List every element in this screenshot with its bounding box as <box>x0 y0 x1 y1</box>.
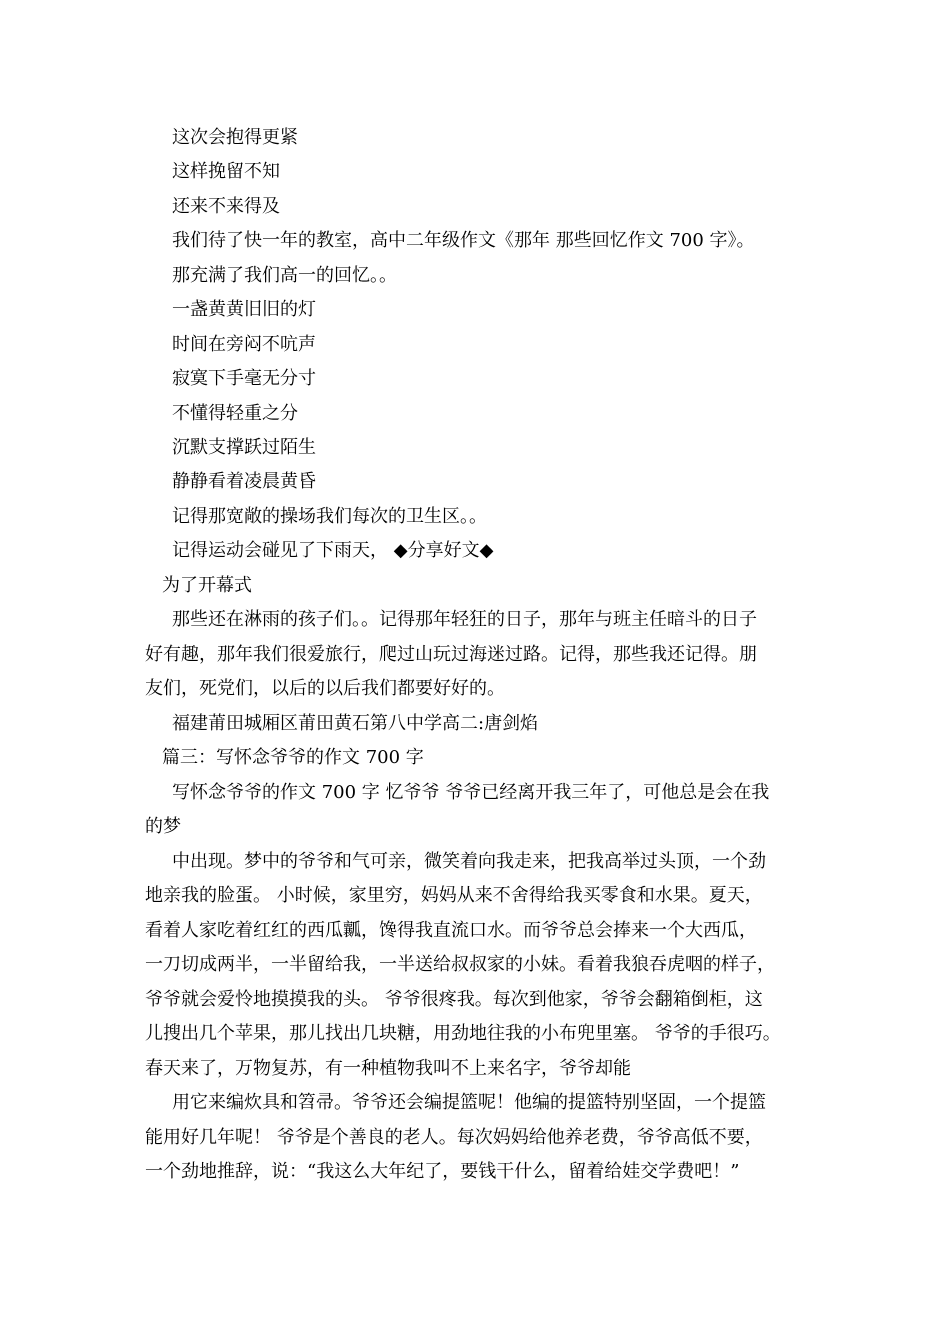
text-line: 这次会抱得更紧 <box>172 127 298 148</box>
text-line: 寂寞下手毫无分寸 <box>172 368 316 389</box>
text-line: 时间在旁闷不吭声 <box>172 334 316 355</box>
text-line: 看着人家吃着红红的西瓜瓤，馋得我直流口水。而爷爷总会捧来一个大西瓜， <box>145 920 757 941</box>
text-line: 一盏黄黄旧旧的灯 <box>172 299 316 320</box>
text-line: 写怀念爷爷的作文 700 字 忆爷爷 爷爷已经离开我三年了，可他总是会在我 <box>172 782 770 803</box>
text-line: 那充满了我们高一的回忆。。 <box>172 265 397 286</box>
text-line: 用它来编炊具和笤帚。爷爷还会编提篮呢！他编的提篮特别坚固，一个提篮 <box>172 1092 766 1113</box>
text-line: 静静看着凌晨黄昏 <box>172 471 316 492</box>
text-line: 春天来了，万物复苏，有一种植物我叫不上来名字，爷爷却能 <box>145 1058 631 1079</box>
text-line: 友们，死党们，以后的以后我们都要好好的。 <box>145 678 505 699</box>
text-line: 好有趣，那年我们很爱旅行，爬过山玩过海迷过路。记得，那些我还记得。朋 <box>145 644 757 665</box>
text-line: 为了开幕式 <box>162 575 252 596</box>
text-line: 能用好几年呢！ 爷爷是个善良的老人。每次妈妈给他养老费，爷爷高低不要， <box>145 1127 763 1148</box>
text-line: 福建莆田城厢区莆田黄石第八中学高二:唐剑焰 <box>172 713 539 734</box>
text-line: 那些还在淋雨的孩子们。。记得那年轻狂的日子，那年与班主任暗斗的日子 <box>172 609 757 630</box>
text-line: 记得那宽敞的操场我们每次的卫生区。。 <box>172 506 487 527</box>
text-line: 我们待了快一年的教室，高中二年级作文《那年 那些回忆作文 700 字》。 <box>172 230 755 251</box>
text-line: 一个劲地推辞，说：“我这么大年纪了，要钱干什么，留着给娃交学费吧！” <box>145 1161 740 1182</box>
text-line: 不懂得轻重之分 <box>172 403 298 424</box>
text-line: 沉默支撑跃过陌生 <box>172 437 316 458</box>
text-line: 爷爷就会爱怜地摸摸我的头。 爷爷很疼我。每次到他家，爷爷会翻箱倒柜，这 <box>145 989 763 1010</box>
text-line: 还来不来得及 <box>172 196 280 217</box>
text-line: 中出现。梦中的爷爷和气可亲，微笑着向我走来，把我高举过头顶，一个劲 <box>172 851 766 872</box>
text-line: 记得运动会碰见了下雨天， ◆分享好文◆ <box>172 540 494 561</box>
section-heading: 篇三：写怀念爷爷的作文 700 字 <box>162 747 424 768</box>
text-line: 这样挽留不知 <box>172 161 280 182</box>
text-line: 儿搜出几个苹果，那儿找出几块糖，用劲地往我的小布兜里塞。 爷爷的手很巧。 <box>145 1023 781 1044</box>
text-line: 一刀切成两半，一半留给我，一半送给叔叔家的小妹。看着我狼吞虎咽的样子， <box>145 954 775 975</box>
text-line: 的梦 <box>145 816 181 837</box>
text-line: 地亲我的脸蛋。 小时候，家里穷，妈妈从来不舍得给我买零食和水果。夏天， <box>145 885 763 906</box>
